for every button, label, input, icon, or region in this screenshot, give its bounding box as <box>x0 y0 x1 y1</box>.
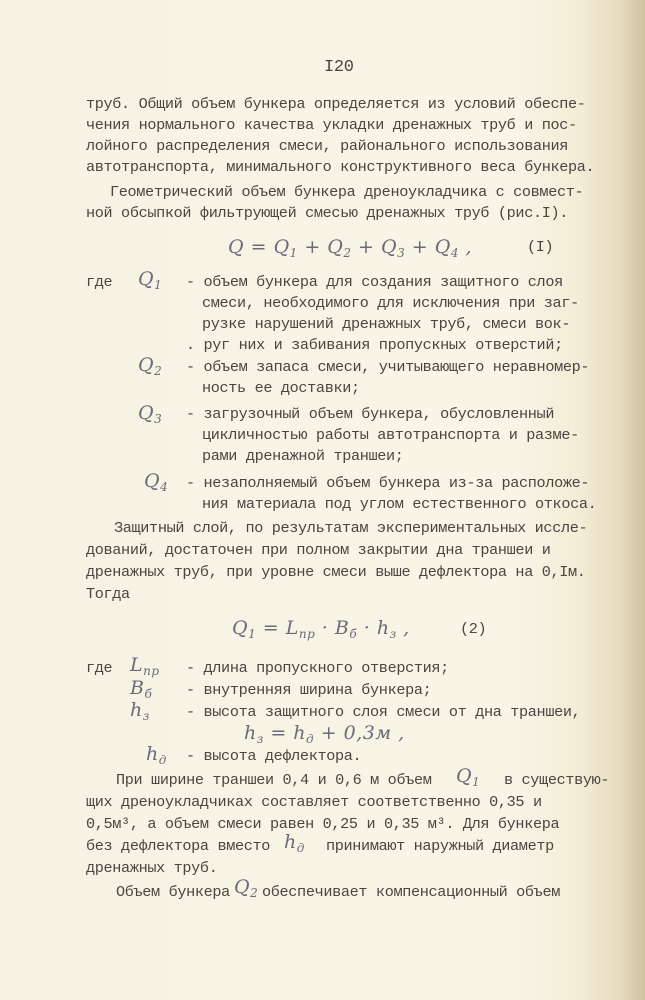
symbol-sub: 2 <box>154 364 163 378</box>
symbol-sub: 2 <box>250 886 259 900</box>
formula-symbol: L <box>285 617 299 639</box>
formula-2-number: (2) <box>460 620 487 638</box>
text-line: обеспечивает компенсационный объем <box>262 883 560 901</box>
formula-symbol: h <box>244 722 257 744</box>
definition-line: ния материала под углом естественного откоса. <box>202 495 597 513</box>
text-line: без дефлектора вместо <box>86 837 271 855</box>
formula-symbol: h <box>376 617 390 639</box>
definition-line: - объем запаса смеси, учитывающего неравномер- <box>186 358 590 376</box>
formula-symbol: Q <box>232 617 249 639</box>
formula-sub: д <box>306 732 315 746</box>
formula-op: = <box>244 236 274 258</box>
definition-line: цикличностью работы автотранспорта и разме- <box>202 426 579 444</box>
formula-op: · <box>315 617 335 639</box>
definition-line: смеси, необходимого для исключения при заг- <box>202 294 579 312</box>
symbol-bb <box>130 677 152 701</box>
symbol-sub: 3 <box>154 412 163 426</box>
formula-sub: з <box>256 732 264 746</box>
symbol: Q <box>138 268 155 290</box>
text-line: принимают наружный диаметр <box>326 837 554 855</box>
text-line: дований, достаточен при полном закрытии дна траншеи и <box>86 541 551 559</box>
formula-symbol: Q <box>381 236 398 258</box>
symbol: Q <box>234 876 251 898</box>
formula-sub: з <box>389 627 397 641</box>
formula-sub: 2 <box>343 246 352 260</box>
text-line: щих дреноукладчиках составляет соответственно 0,35 и <box>86 793 542 811</box>
text-line: Защитный слой, по результатам экспериментальных иссле- <box>114 519 588 537</box>
text-line: чения нормального качества укладки дренажных труб и пос- <box>86 116 577 134</box>
text-line: Объем бункера <box>116 883 230 901</box>
symbol-q3 <box>138 402 162 426</box>
formula-symbol: Q <box>273 236 290 258</box>
formula-sub: б <box>349 627 358 641</box>
symbol: B <box>130 677 145 699</box>
symbol-sub: 4 <box>160 480 169 494</box>
text-line: 0,5м³, а объем смеси равен 0,25 и 0,35 м³. Для бункера <box>86 815 560 833</box>
definition-line: - объем бункера для создания защитного слоя <box>186 273 563 291</box>
formula-op: = <box>256 617 286 639</box>
inline-symbol-hd <box>284 831 305 855</box>
symbol-sub: пр <box>143 664 160 678</box>
symbol-lpr <box>130 654 160 678</box>
symbol-sub: б <box>144 687 153 701</box>
symbol: h <box>130 699 143 721</box>
formula-op: + <box>297 236 328 258</box>
text-line: Геометрический объем бункера дреноукладчика с совмест- <box>110 183 584 201</box>
where-label: где <box>86 273 113 291</box>
formula-op: + <box>351 236 382 258</box>
definition-line: - внутренняя ширина бункера; <box>186 681 432 699</box>
symbol: Q <box>456 765 473 787</box>
definition-line: - загрузочный объем бункера, обусловленный <box>186 405 555 423</box>
definition-line: - высота защитного слоя смеси от дна траншеи, <box>186 703 581 721</box>
text-line: лойного распределения смеси, районального использования <box>86 137 569 155</box>
symbol: h <box>284 831 297 853</box>
symbol-hz <box>130 699 150 723</box>
formula-op: + 0,3м , <box>314 722 405 744</box>
symbol-q4 <box>144 470 168 494</box>
symbol: Q <box>144 470 161 492</box>
inline-symbol-q2 <box>234 876 258 900</box>
definition-line: ность ее доставки; <box>202 379 360 397</box>
symbol-hd <box>146 743 167 767</box>
formula-sub: 1 <box>248 627 257 641</box>
symbol-sub: 1 <box>154 278 163 292</box>
definition-line: рузке нарушений дренажных труб, смеси вок- <box>202 315 571 333</box>
formula-op: + <box>405 236 435 258</box>
text-line: труб. Общий объем бункера определяется из условий обеспе- <box>86 95 586 113</box>
symbol-sub: з <box>142 709 150 723</box>
formula-symbol: Q <box>434 236 451 258</box>
definition-line: - длина пропускного отверстия; <box>186 659 449 677</box>
definition-line: рами дренажной траншеи; <box>202 447 404 465</box>
formula-op: · <box>357 617 377 639</box>
symbol-sub: д <box>296 841 305 855</box>
text-line: При ширине траншеи 0,4 и 0,6 м объем <box>116 771 432 789</box>
text-line: в существую- <box>504 771 610 789</box>
formula-sub: 4 <box>450 246 459 260</box>
page-number: I20 <box>324 58 354 77</box>
symbol: h <box>146 743 159 765</box>
formula-op: , <box>458 236 473 258</box>
symbol-sub: 1 <box>472 775 481 789</box>
formula-sub: пр <box>298 627 316 641</box>
formula-symbol: B <box>334 617 350 639</box>
symbol-sub: д <box>158 753 167 767</box>
symbol: Q <box>138 402 155 424</box>
symbol: Q <box>138 354 155 376</box>
definition-line: - незаполняемый объем бункера из-за расположе- <box>186 474 590 492</box>
definition-line: - высота дефлектора. <box>186 747 362 765</box>
inline-symbol-q1 <box>456 765 480 789</box>
formula-sub: 3 <box>397 246 406 260</box>
text-line: дренажных труб. <box>86 859 218 877</box>
text-line: дренажных труб, при уровне смеси выше дефлектора на 0,Iм. <box>86 563 586 581</box>
definition-line: . руг них и забивания пропускных отверстий; <box>186 336 563 354</box>
symbol-q1 <box>138 268 162 292</box>
text-line: Тогда <box>86 585 130 603</box>
text-line: ной обсыпкой фильтрующей смесью дренажных труб (рис.I). <box>86 204 569 222</box>
subformula-hz <box>244 722 405 746</box>
formula-op: , <box>396 617 410 639</box>
symbol-q2 <box>138 354 162 378</box>
formula-symbol: = h <box>263 722 307 744</box>
formula-2 <box>232 617 410 641</box>
formula-1-number: (I) <box>527 238 554 256</box>
text-line: автотранспорта, минимального конструктивного веса бункера. <box>86 158 595 176</box>
formula-symbol: Q <box>228 236 245 258</box>
formula-1 <box>228 236 472 260</box>
formula-symbol: Q <box>327 236 344 258</box>
symbol: L <box>130 654 144 676</box>
where-label: где <box>86 659 113 677</box>
formula-sub: 1 <box>289 246 298 260</box>
